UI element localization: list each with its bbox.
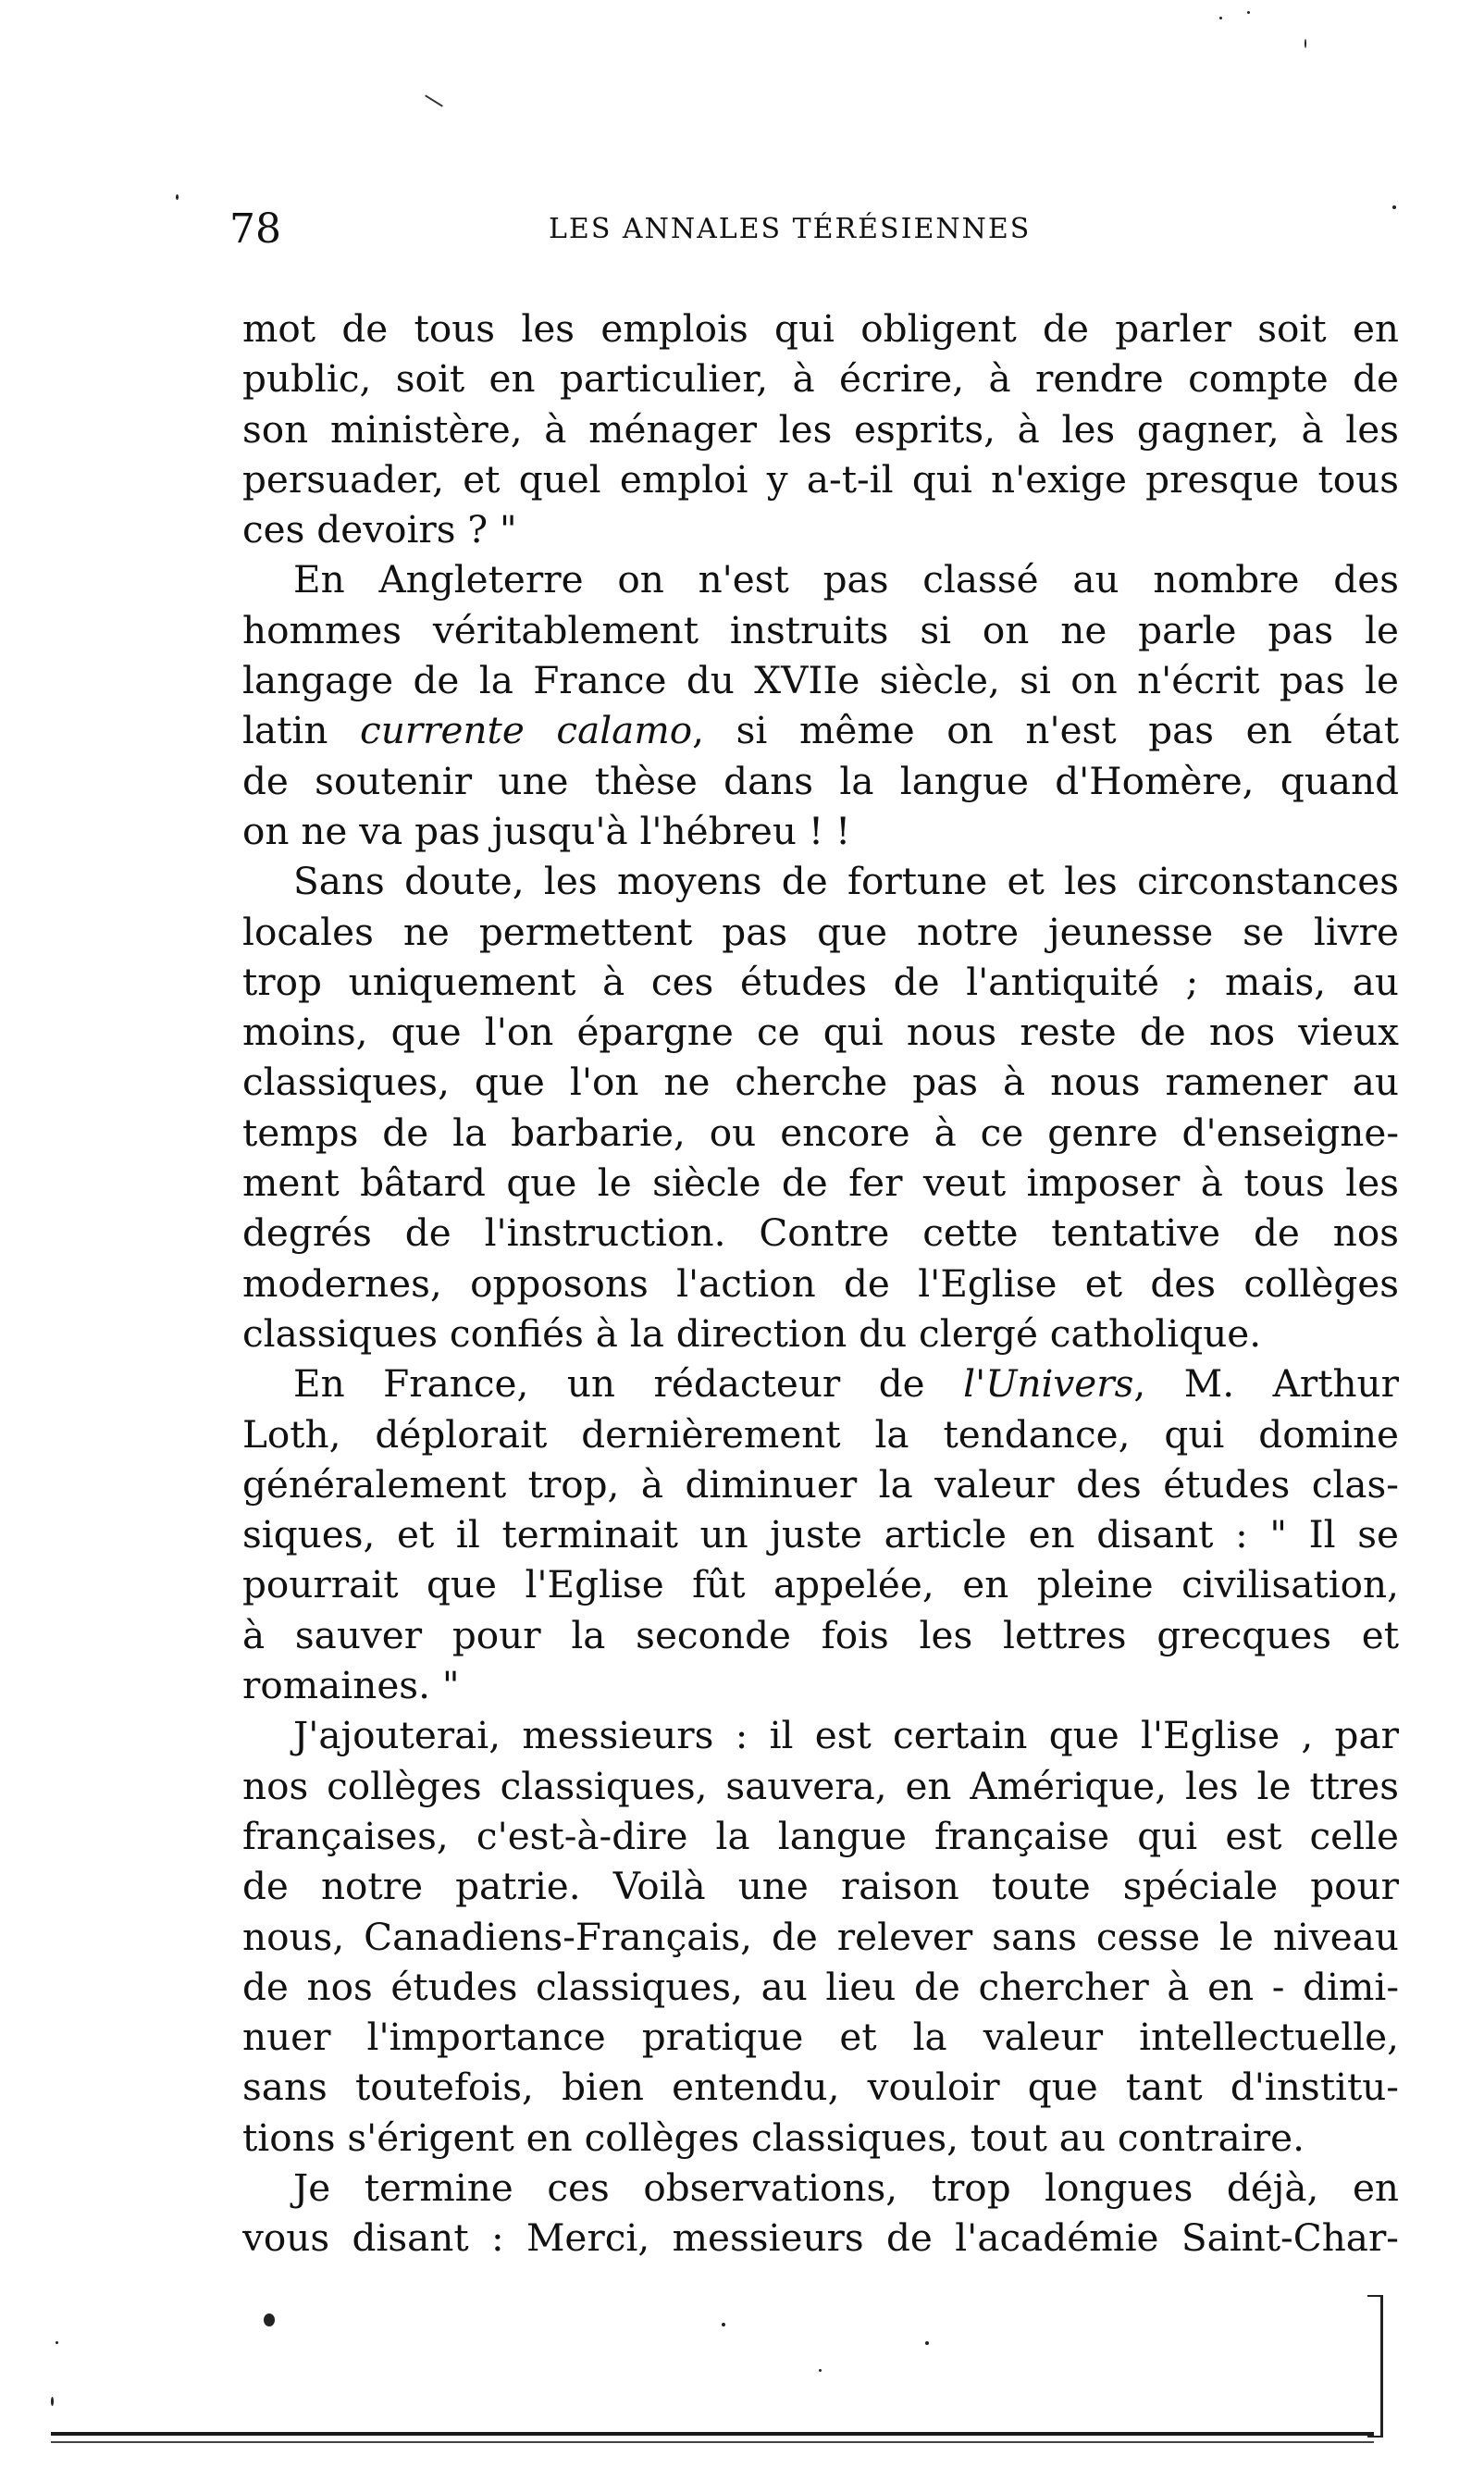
text-line: tions s'érigent en collèges classiques, tout au contraire. [242,2115,1305,2160]
text-line: nuer l'importance pratique et la valeur intellectuelle, [242,2015,1399,2060]
text-line: En Angleterre on n'est pas classé au nombre des [293,557,1399,602]
text-line: ment bâtard que le siècle de fer veut imposer à tous les [242,1160,1399,1206]
text-line-italic: latin currente calamo, si même on n'est pas en état [242,708,1399,753]
binding-bracket [1367,2295,1383,2438]
running-title: LES ANNALES TÉRÉSIENNES [549,213,1032,245]
scan-speck [264,2314,275,2326]
text-line: hommes véritablement instruits si on ne parle pas le [242,607,1399,652]
text-line: sans toutefois, bien entendu, vouloir que tant d'institu- [242,2065,1399,2110]
text-line-italic: En France, un rédacteur de l'Univers, M. Arthur [293,1361,1399,1407]
text-line: persuader, et quel emploi y a-t-il qui n'exige presque tous [242,456,1399,502]
scan-speck [56,2341,58,2344]
text-line: temps de la barbarie, ou encore à ce genre d'enseigne- [242,1110,1399,1155]
text-line: langage de la France du XVIIe siècle, si on n'écrit pas le [242,658,1399,703]
italic-phrase: currente calamo [360,708,693,753]
text-line: pourrait que l'Eglise fût appelée, en pleine civilisation, [242,1562,1399,1607]
text-line: on ne va pas jusqu'à l'hébreu ! ! [242,808,851,853]
italic-phrase: l'Univers [963,1361,1134,1407]
text-line: moins, que l'on épargne ce qui nous reste de nos vieux [242,1010,1399,1055]
scan-speck [1247,11,1250,14]
page-edge-rule-thin [51,2441,1374,2443]
text-line: son ministère, à ménager les esprits, à les gagner, à les [242,406,1399,452]
text-line: nos collèges classiques, sauvera, en Amérique, les le ttres [242,1763,1399,1808]
text-line: J'ajouterai, messieurs : il est certain que l'Eglise , par [293,1713,1399,1758]
text-line: nous, Canadiens-Français, de relever sans cesse le niveau [242,1914,1399,1959]
scan-speck [722,2323,725,2326]
text-line: de nos études classiques, au lieu de chercher à en - dimi- [242,1964,1399,2009]
scan-speck [925,2341,929,2345]
scan-speck [819,2369,822,2372]
scan-stroke [425,94,443,106]
text-line: vous disant : Merci, messieurs de l'académie Saint-Char- [242,2215,1399,2261]
text-line: locales ne permettent pas que notre jeunesse se livre [242,909,1399,954]
scan-speck [51,2397,54,2406]
text-line: françaises, c'est-à-dire la langue française qui est celle [242,1813,1399,1858]
text-line: généralement trop, à diminuer la valeur des études clas- [242,1461,1399,1507]
text-line: de notre patrie. Voilà une raison toute spéciale pour [242,1864,1399,1909]
text-line: classiques confiés à la direction du clergé catholique. [242,1310,1262,1356]
text-line: romaines. " [242,1663,460,1708]
text-line: degrés de l'instruction. Contre cette tentative de nos [242,1210,1399,1256]
scan-speck [1219,17,1222,19]
text-line: public, soit en particulier, à écrire, à rendre compte de [242,356,1399,402]
page-edge-rule [51,2432,1374,2436]
scan-speck [1305,39,1306,48]
scan-speck [1392,205,1396,209]
text-line: Je termine ces observations, trop longues déjà, en [293,2165,1399,2210]
text-line: ces devoirs ? " [242,507,517,552]
text-line: Loth, déplorait dernièrement la tendance, qui domine [242,1411,1399,1457]
text-line: trop uniquement à ces études de l'antiquité ; mais, au [242,959,1399,1004]
text-line: siques, et il terminait un juste article en disant : " Il se [242,1512,1399,1557]
text-line: Sans doute, les moyens de fortune et les circonstances [293,859,1399,904]
text-line: classiques, que l'on ne cherche pas à nous ramener au [242,1060,1399,1105]
text-line: modernes, opposons l'action de l'Eglise et des collèges [242,1260,1399,1306]
text-line: de soutenir une thèse dans la langue d'Homère, quand [242,758,1399,803]
body-text [242,304,1399,2264]
text-line: à sauver pour la seconde fois les lettres grecques et [242,1612,1399,1657]
text-line: mot de tous les emplois qui obligent de parler soit en [242,306,1399,351]
scan-speck [176,194,179,200]
page-number: 78 [229,205,281,253]
page-header [229,205,1395,261]
